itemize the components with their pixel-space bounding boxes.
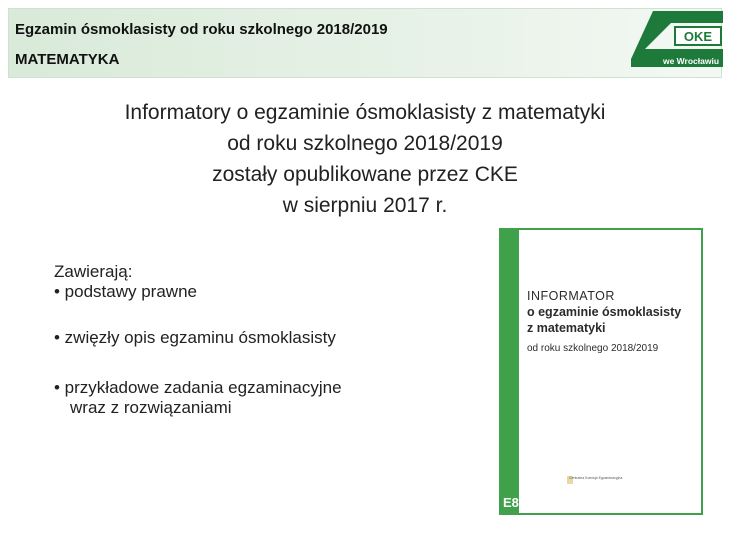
book-title-prefix: INFORMATOR [527, 289, 615, 303]
header-band [8, 8, 722, 78]
announcement-line-4: w sierpniu 2017 r. [282, 194, 448, 217]
book-badge: E8 [503, 495, 519, 510]
announcement [40, 97, 690, 221]
contents-list [54, 262, 474, 418]
book-title [527, 288, 699, 336]
book-cover-strip [501, 230, 519, 513]
book-title-line-2: o egzaminie ósmoklasisty [527, 305, 682, 319]
contents-item-sample-tasks: • przykładowe zadania egzaminacyjne [54, 378, 342, 397]
contents-item-exam-description: • zwięzły opis egzaminu ósmoklasisty [54, 328, 336, 347]
announcement-line-1: Informatory o egzaminie ósmoklasisty z matematyki [124, 101, 606, 124]
oke-logo-abbr: OKE [683, 29, 713, 44]
book-publisher: Centralna Komisja Egzaminacyjna [569, 476, 623, 480]
contents-item-legal-basis: • podstawy prawne [54, 282, 197, 301]
header-title: Egzamin ósmoklasisty od roku szkolnego 2018/2019 [15, 21, 388, 38]
announcement-line-2: od roku szkolnego 2018/2019 [227, 132, 503, 155]
book-year: od roku szkolnego 2018/2019 [527, 343, 659, 354]
announcement-line-3: zostały opublikowane przez CKE [212, 163, 518, 186]
book-title-line-3: z matematyki [527, 321, 606, 335]
contents-heading: Zawierają: [54, 262, 133, 281]
oke-logo [623, 9, 723, 77]
informator-book-cover [499, 228, 703, 515]
oke-logo-city: we Wrocławiu [662, 56, 720, 66]
contents-item-sample-tasks-cont: wraz z rozwiązaniami [70, 398, 232, 417]
header-subject: MATEMATYKA [15, 51, 120, 68]
